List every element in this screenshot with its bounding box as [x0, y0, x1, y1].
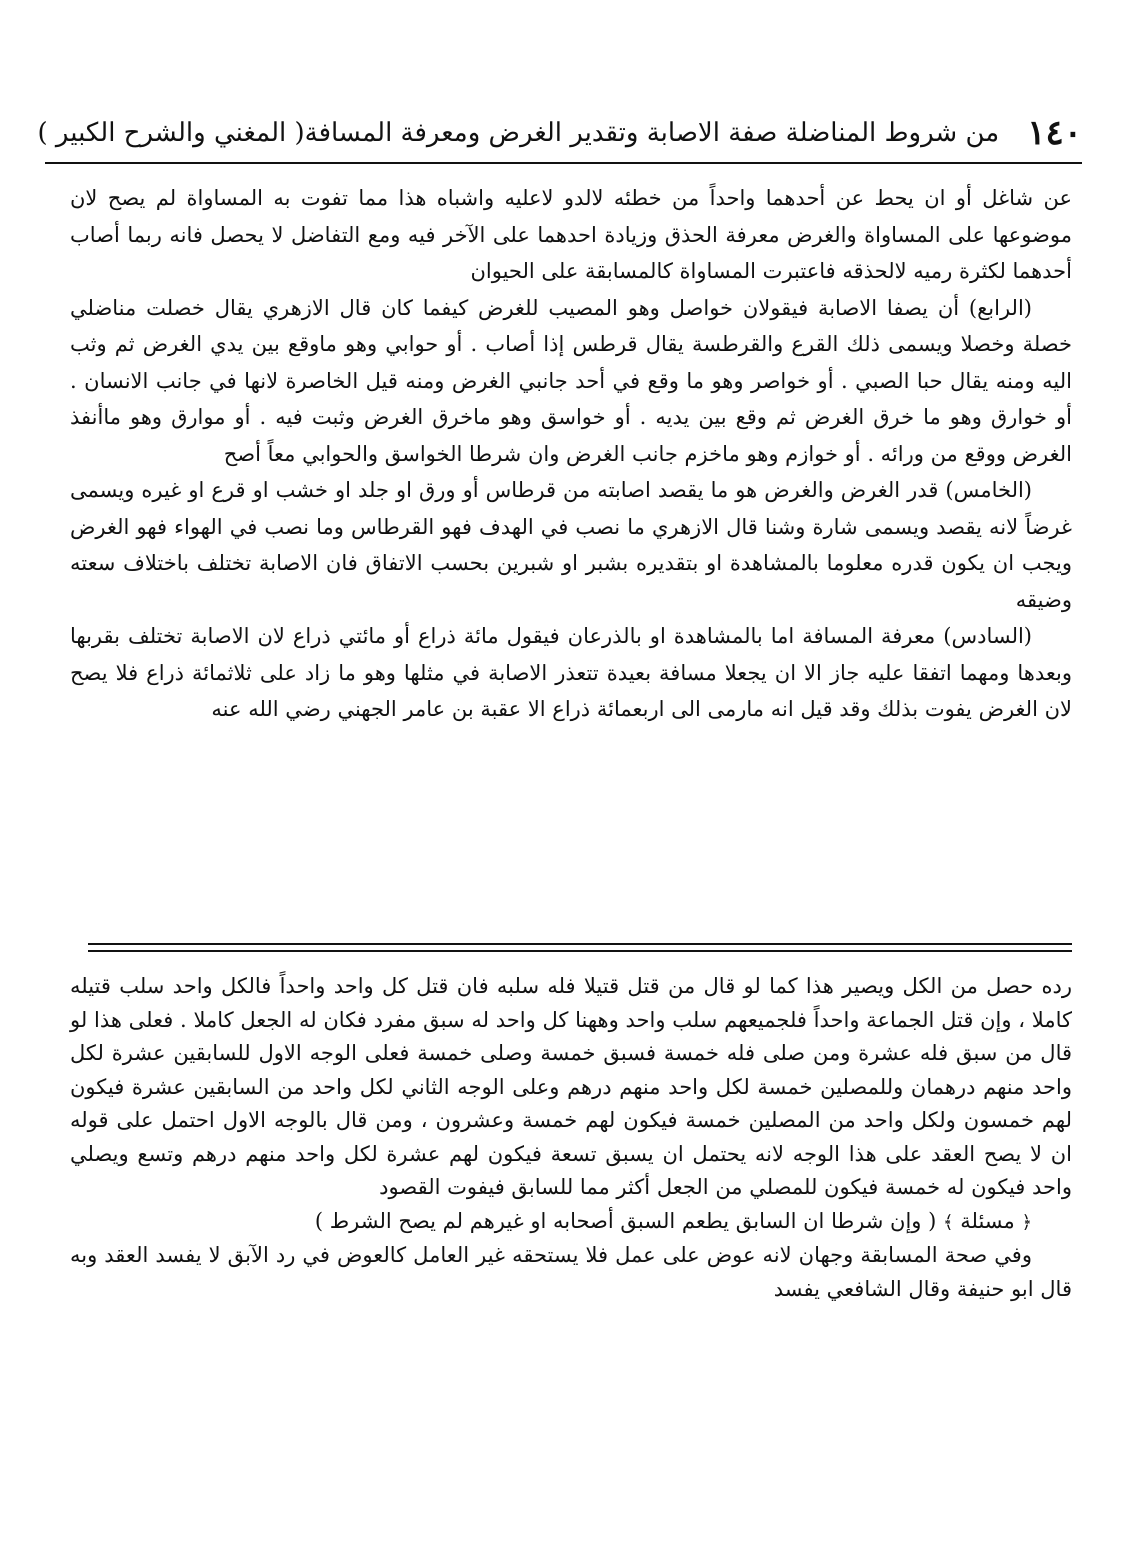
book-title: ( المغني والشرح الكبير )	[37, 118, 305, 148]
main-paragraph: (الخامس) قدر الغرض والغرض هو ما يقصد اصابته من قرطاس أو ورق او جلد او خشب او قرع او غيره ويسمى غرضاً لانه يقصد ويسمى شارة وشنا قال الازهري ما نصب في الهدف فهو القرطاس وما نصب في الهواء فهو الغرض ويجب ان يكون قدره معلوما بالمشاهدة او بتقديره بشبر او شبرين بحسب الاتفاق فان الاصابة تختلف باختلاف سعته وضيقه	[70, 478, 1072, 612]
commentary-paragraph: وفي صحة المسابقة وجهان لانه عوض على عمل فلا يستحقه غير العامل كالعوض في رد الآبق لا يفسد العقد وبه قال ابو حنيفة وقال الشافعي يفسد	[70, 1243, 1072, 1301]
section-separator	[88, 943, 1072, 952]
main-paragraph: (الرابع) أن يصفا الاصابة فيقولان خواصل وهو المصيب للغرض كيفما كان قال الازهري يقال خصلت مناضلي خصلة وخصلا ويسمى ذلك القرع والقرطسة يقال قرطس إذا أصاب . أو حوابي وهو ماوقع بين يدي الغرض ثم وثب اليه ومنه يقال حبا الصبي . أو خواصر وهو ما وقع في أحد جانبي الغرض ومنه قيل الخاصرة لانها في جانب الانسان . أو خوارق وهو ما خرق الغرض ثم وقع بين يديه . أو خواسق وهو ماخرق الغرض وثبت فيه . أو موارق وهو ماأنفذ الغرض ووقع من ورائه . أو خوازم وهو ماخزم جانب الغرض وان شرطا الخواسق والحوابي معاً أصح	[70, 295, 1072, 466]
page-header	[37, 108, 1082, 158]
running-title: من شروط المناضلة صفة الاصابة وتقدير الغرض ومعرفة المسافة	[304, 118, 1000, 148]
ornament-open-icon: ﴿	[1021, 1211, 1032, 1233]
main-text	[70, 180, 1072, 728]
header-rule	[45, 162, 1082, 164]
masala-label: مسئلة	[960, 1208, 1015, 1233]
main-paragraph: عن شاغل أو ان يحط عن أحدهما واحداً من خطئه لالدو لاعليه واشباه هذا مما تفوت به المساواة لم يصح لان موضوعها على المساواة والغرض معرفة الحذق وزيادة احدهما على الآخر فيه ومع التفاضل لا يحصل فانه ربما أصاب أحدهما لكثرة رميه لالحذقه فاعتبرت المساواة كالمسابقة على الحيوان	[70, 186, 1072, 283]
main-paragraph: (السادس) معرفة المسافة اما بالمشاهدة او بالذرعان فيقول مائة ذراع أو مائتي ذراع لان الاصابة تختلف بقربها وبعدها ومهما اتفقا عليه جاز الا ان يجعلا مسافة بعيدة تتعذر الاصابة في مثلها وهو ما زاد على ثلاثمائة ذراع فلا يصح لان الغرض يفوت بذلك وقد قيل انه مارمى الى اربعمائة ذراع الا عقبة بن عامر الجهني رضي الله عنه	[70, 624, 1072, 721]
commentary-paragraph: رده حصل من الكل ويصير هذا كما لو قال من قتل قتيلا فله سلبه فان قتل كل واحد واحداً فالكل واحد سلب قتيله كاملا ، وإن قتل الجماعة واحداً فلجميعهم سلب واحد وههنا كل واحد له سبق مفرد فكان له الجعل كاملا . فعلى هذا لو قال من سبق فله عشرة ومن صلى فله خمسة فسبق خمسة وصلى خمسة فعلى الوجه الاول للسابقين عشرة لكل واحد منهم درهمان وللمصلين خمسة لكل واحد منهم درهم وعلى الوجه الثاني لكل واحد من السابقين عشرة فيكون لهم خمسون ولكل واحد من المصلين خمسة فيكون لهم خمسة وعشرون ، ومن قال بالوجه الاول احتمل على قوله ان لا يصح العقد على هذا الوجه لانه يحتمل ان يسبق تسعة فيكون لهم عشرة لكل واحد منهم درهم وتسع ويصلي واحد فيكون له خمسة فيكون للمصلي من الجعل أكثر مما للسابق فيفوت القصود	[70, 974, 1072, 1199]
ornament-close-icon: ﴾	[943, 1211, 954, 1233]
page-number: ١٤٠	[1027, 113, 1082, 153]
commentary-text	[70, 970, 1072, 1306]
masala-line	[70, 1205, 1072, 1240]
masala-text: ( وإن شرطا ان السابق يطعم السبق أصحابه او غيرهم لم يصح الشرط )	[314, 1208, 937, 1233]
